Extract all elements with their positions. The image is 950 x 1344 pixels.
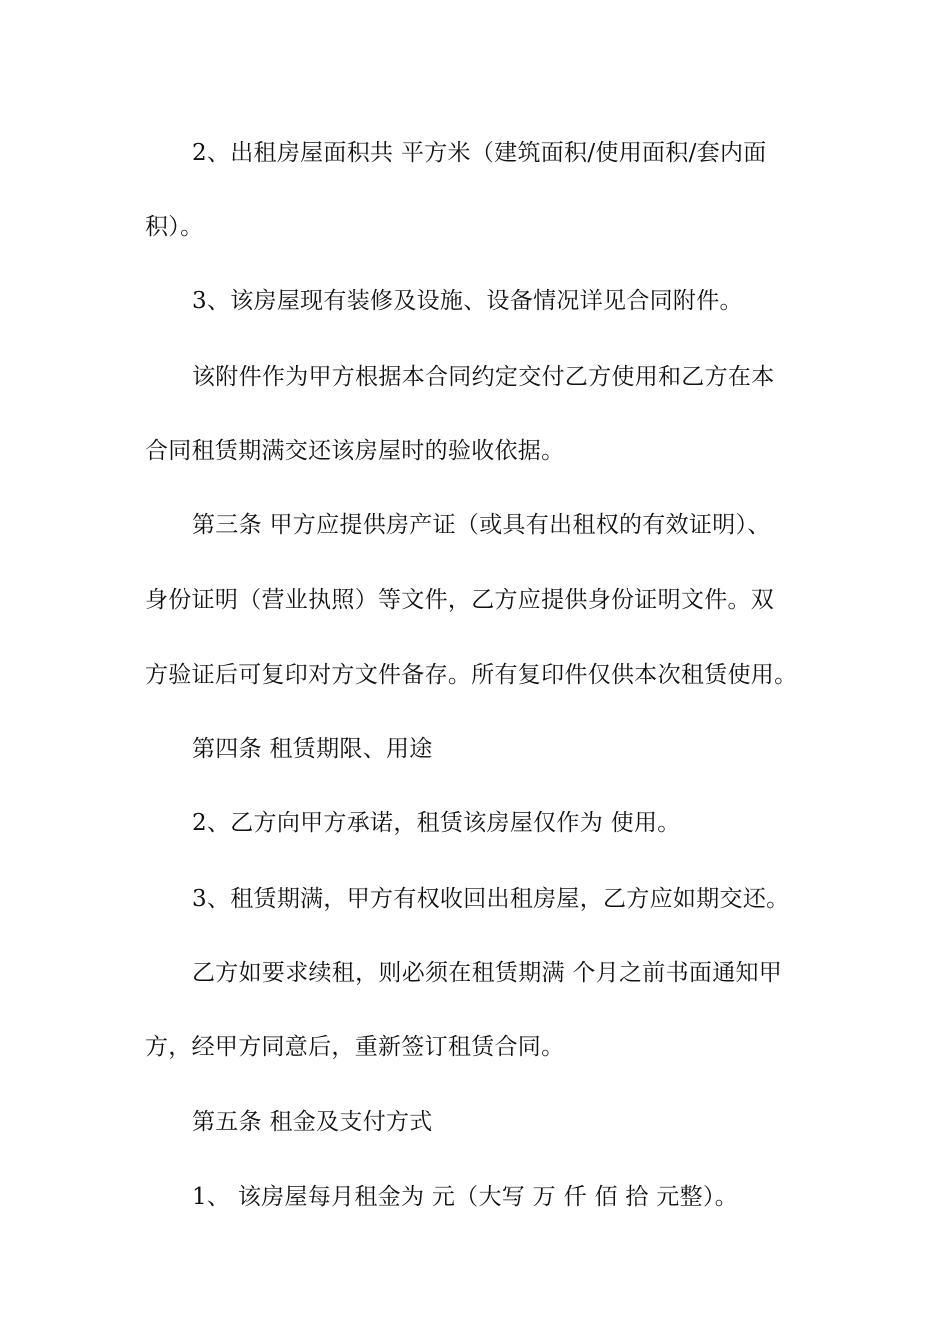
paragraph-line: 方，经甲方同意后，重新签订租赁合同。: [145, 1034, 565, 1060]
paragraph-line: 2、乙方向甲方承诺，租赁该房屋仅作为 使用。: [192, 810, 681, 836]
paragraph-line: 该附件作为甲方根据本合同约定交付乙方使用和乙方在本: [192, 364, 775, 390]
paragraph-line: 积）。: [145, 214, 204, 240]
paragraph-line: 乙方如要求续租，则必须在租赁期满 个月之前书面通知甲: [192, 960, 783, 986]
article-heading-4: 第四条 租赁期限、用途: [192, 736, 433, 762]
paragraph-line: 身份证明（营业执照）等文件，乙方应提供身份证明文件。双: [145, 587, 775, 613]
article-heading-3: 第三条 甲方应提供房产证（或具有出租权的有效证明）、: [192, 512, 771, 538]
article-heading-5: 第五条 租金及支付方式: [192, 1109, 433, 1135]
paragraph-line: 合同租赁期满交还该房屋时的验收依据。: [145, 438, 565, 464]
paragraph-line: 3、该房屋现有装修及设施、设备情况详见合同附件。: [192, 288, 743, 314]
paragraph-line: 方验证后可复印对方文件备存。所有复印件仅供本次租赁使用。: [145, 662, 798, 688]
paragraph-line: 2、出租房屋面积共 平方米（建筑面积/使用面积/套内面: [192, 140, 767, 166]
paragraph-line: 1、 该房屋每月租金为 元（大写 万 仟 佰 拾 元整）。: [192, 1184, 739, 1210]
paragraph-line: 3、租赁期满，甲方有权收回出租房屋，乙方应如期交还。: [192, 886, 790, 912]
